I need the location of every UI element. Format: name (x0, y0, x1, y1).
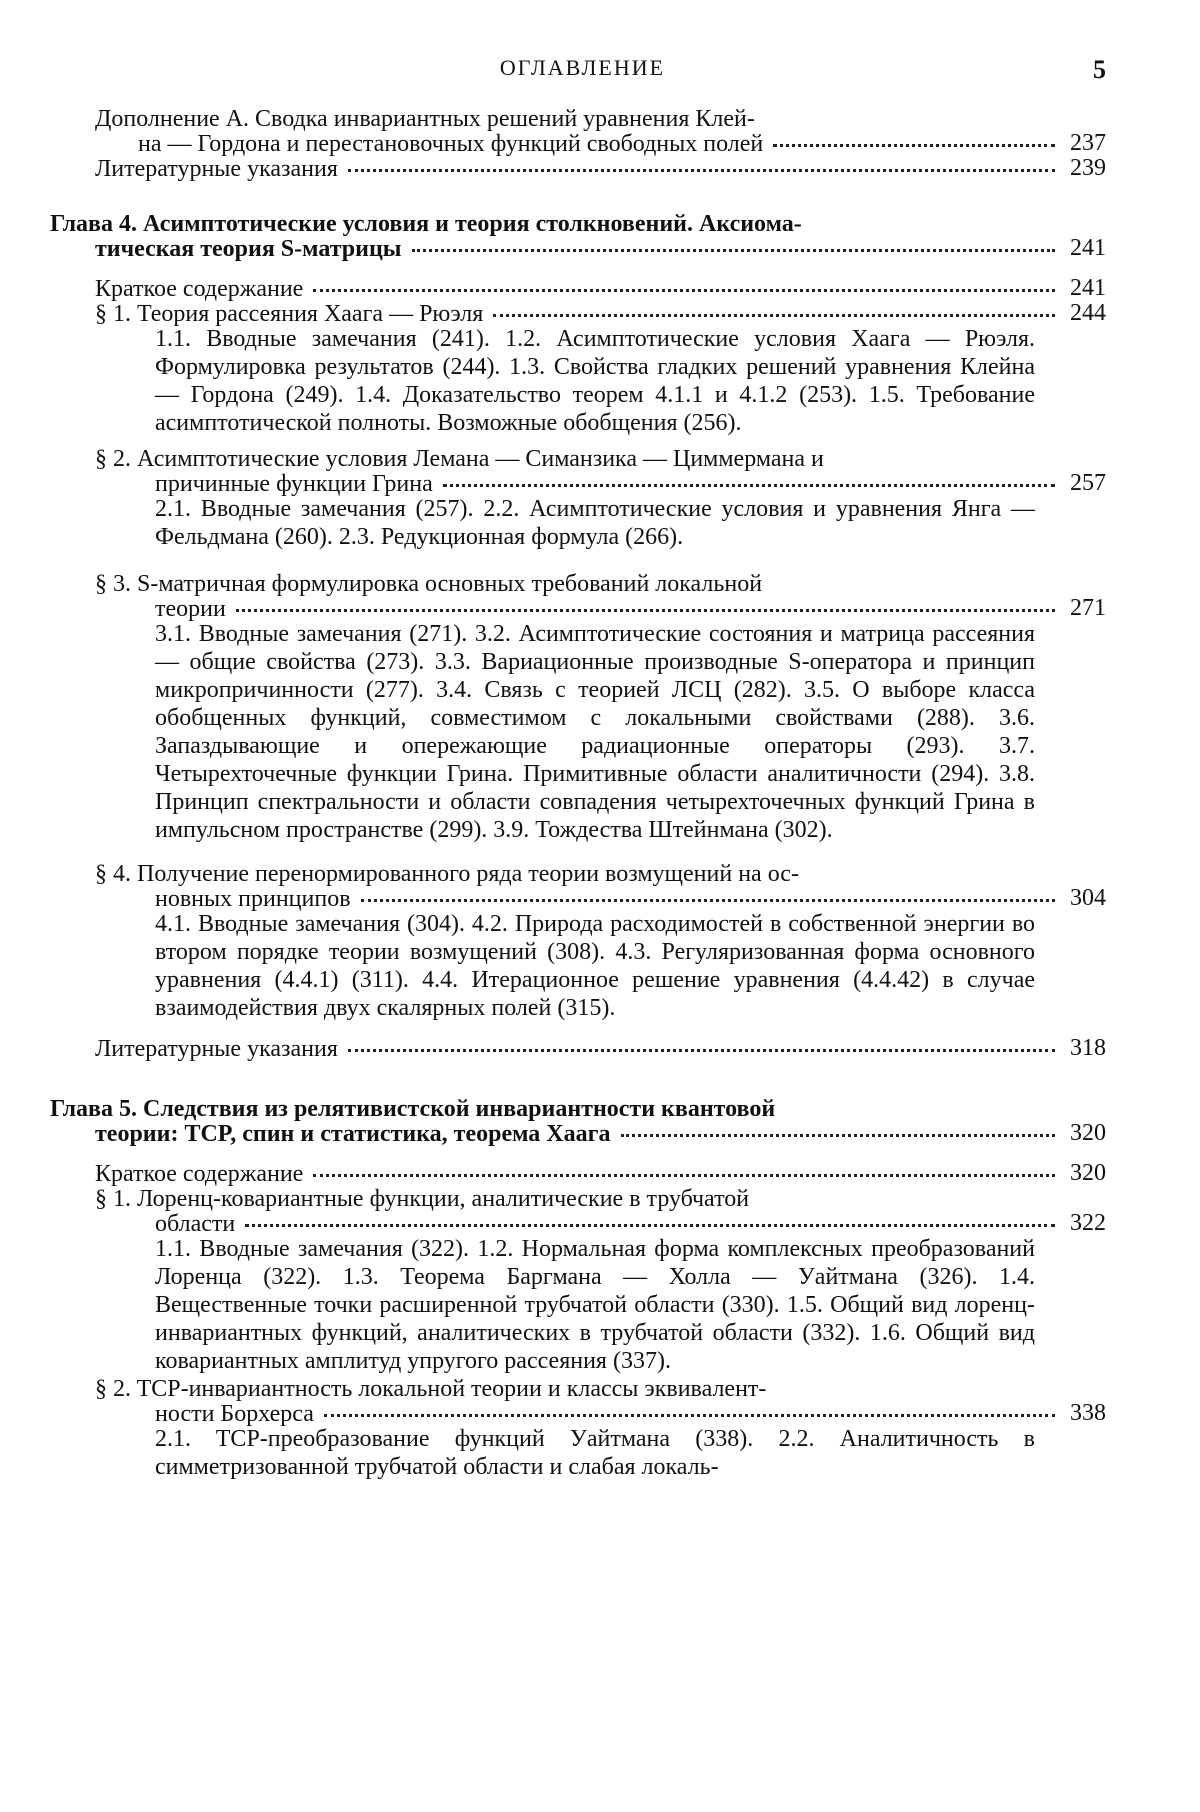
dot-leader (348, 169, 1055, 172)
chapter-4-section-4-line1: § 4. Получение перенормированного ряда теории возмущений на ос- (95, 861, 799, 887)
dot-leader (313, 289, 1055, 292)
chapter-4-section-3-subsections: 3.1. Вводные замечания (271). 3.2. Асимптотические состояния и матрица рассеяния — общие свойства (273). 3.3. Вариационные производные S-оператора и принцип микропричинности (277). 3.4. Связь с теорией ЛСЦ (282). 3.5. О выборе класса обобщенных функций, совместимом с локальными свойствами (288). 3.6. Запаздывающие и опережающие радиационные операторы (293). 3.7. Четырехточечные функции Грина. Примитивные области аналитичности (294). 3.8. Принцип спектральности и области совпадения четырехточечных функций Грина в импульсном пространстве (299). 3.9. Тождества Штейнмана (302). (155, 621, 1035, 843)
chapter-5-title-line2: теории: TCP, спин и статистика, теорема Хаага (95, 1121, 611, 1147)
toc-entry-appendix-a-line2 (138, 130, 763, 158)
chapter-4-section-4-subsections: 4.1. Вводные замечания (304). 4.2. Природа расходимостей в собственной энергии во втором порядке теории возмущений (308). 4.3. Регуляризованная форма основного уравнения (4.4.1) (311). 4.4. Итерационное решение уравнения (4.4.42) в случае взаимодействия двух скалярных полей (315). (155, 911, 1035, 1021)
toc-page-number: 320 (1070, 1160, 1106, 1186)
chapter-4-summary: Краткое содержание (95, 276, 304, 302)
chapter-4-title-line1: Глава 4. Асимптотические условия и теория столкновений. Аксиома- (50, 211, 802, 237)
chapter-4-section-2-line1: § 2. Асимптотические условия Лемана — Симанзика — Циммермана и (95, 446, 824, 472)
chapter-5-summary: Краткое содержание (95, 1161, 304, 1187)
chapter-4-literature: Литературные указания (95, 1036, 338, 1062)
toc-page-number: 320 (1070, 1120, 1106, 1146)
toc-entry-text: на — Гордона и перестановочных функций свободных полей (138, 131, 764, 157)
dot-leader (361, 899, 1055, 902)
chapter-4-section-3-line2: теории (155, 596, 226, 622)
chapter-5-section-1-subsections: 1.1. Вводные замечания (322). 1.2. Нормальная форма комплексных преобразований Лоренца (322). 1.3. Теорема Баргмана — Холла — Уайтмана (326). 1.4. Вещественные точки расширенной трубчатой области (330). 1.5. Общий вид лоренц-инвариантных функций, аналитических в трубчатой области (332). 1.6. Общий вид ковариантных амплитуд упругого рассеяния (337). (155, 1236, 1035, 1374)
dot-leader (324, 1414, 1055, 1417)
toc-entry-literature: Литературные указания (95, 156, 338, 182)
toc-page-number: 237 (1070, 130, 1106, 156)
chapter-4-section-2-subsections: 2.1. Вводные замечания (257). 2.2. Асимптотические условия и уравнения Янга — Фельдмана (260). 2.3. Редукционная формула (266). (155, 496, 1035, 550)
dot-leader (236, 609, 1055, 612)
toc-page-number: 239 (1070, 155, 1106, 181)
chapter-5-section-1-line1: § 1. Лоренц-ковариантные функции, аналитические в трубчатой (95, 1186, 750, 1212)
chapter-4-title-line2: тическая теория S-матрицы (95, 236, 402, 262)
toc-page-number: 318 (1070, 1035, 1106, 1061)
chapter-5-section-2-line2: ности Борхерса (155, 1401, 314, 1427)
dot-leader (773, 144, 1055, 147)
toc-page-number: 322 (1070, 1210, 1106, 1236)
dot-leader (348, 1049, 1055, 1052)
header-title: ОГЛАВЛЕНИЕ (499, 55, 666, 80)
chapter-4-section-2-line2: причинные функции Грина (155, 471, 433, 497)
header-page-number: 5 (1093, 55, 1106, 84)
toc-page-number: 241 (1070, 275, 1106, 301)
toc-page-number: 241 (1070, 235, 1106, 261)
toc-page-number: 244 (1070, 300, 1106, 326)
chapter-4-section-3-line1: § 3. S-матричная формулировка основных требований локальной (95, 571, 763, 597)
toc-entry-appendix-a-line1: Дополнение А. Сводка инвариантных решений уравнения Клей- (95, 106, 755, 132)
dot-leader (493, 314, 1055, 317)
dot-leader (443, 484, 1055, 487)
chapter-5-section-2-line1: § 2. TCP-инвариантность локальной теории и классы эквивалент- (95, 1376, 767, 1402)
toc-page-number: 304 (1070, 885, 1106, 911)
dot-leader (412, 249, 1055, 252)
dot-leader (313, 1174, 1055, 1177)
toc-page-number: 257 (1070, 470, 1106, 496)
chapter-5-section-2-subsections: 2.1. TCP-преобразование функций Уайтмана (338). 2.2. Аналитичность в симметризованной трубчатой области и слабая локаль- (155, 1426, 1035, 1480)
toc-page-number: 271 (1070, 595, 1106, 621)
chapter-4-section-1: § 1. Теория рассеяния Хаага — Рюэля (95, 301, 484, 327)
chapter-5-title-line1: Глава 5. Следствия из релятивистской инвариантности квантовой (50, 1096, 776, 1122)
dot-leader (245, 1224, 1055, 1227)
dot-leader (621, 1134, 1055, 1137)
chapter-4-section-1-subsections: 1.1. Вводные замечания (241). 1.2. Асимптотические условия Хаага — Рюэля. Формулировка результатов (244). 1.3. Свойства гладких решений уравнения Клейна — Гордона (249). 1.4. Доказательство теорем 4.1.1 и 4.1.2 (253). 1.5. Требование асимптотической полноты. Возможные обобщения (256). (155, 326, 1035, 436)
toc-page-number: 338 (1070, 1400, 1106, 1426)
chapter-5-section-1-line2: области (155, 1211, 236, 1237)
chapter-4-section-4-line2: новных принципов (155, 886, 351, 912)
